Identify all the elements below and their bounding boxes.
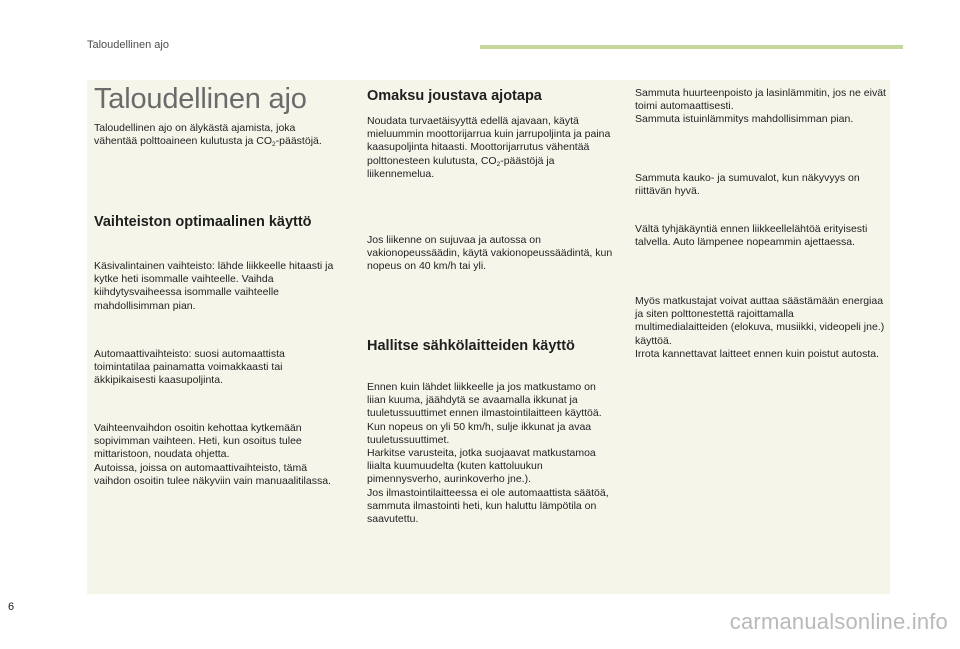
gearbox-paragraph-1: Käsivalintainen vaihteisto: lähde liikkeelle hitaasti ja kytke heti isommalle vaihteelle. Vaihda kiihdytysvaiheessa isommalle vaihteelle mahdollisimman pian. [94,260,334,312]
col3-paragraph-1: Sammuta huurteenpoisto ja lasinlämmitin, jos ne eivät toimi automaattisesti. Sammuta istuinlämmitys mahdollisimman pian. [635,87,886,126]
driving-style-text-2: -päästöjä ja liikennemelua. [367,154,555,180]
electrical-paragraph-1: Ennen kuin lähdet liikkeelle ja jos matkustamo on liian kuuma, jäähdytä se avaamalla ikkunat ja tuuletussuuttimet ennen ilmastointilaitteen käyttöä. Kun nopeus on yli 50 km/h, sulje ikkunat ja avaa tuuletussuuttimet. Harkitse varusteita, jotka suojaavat matkustamoa liialta kuumuudelta (kuten kattoluukun pimennysverho, aurinkoverho jne.). Jos ilmastointilaitteessa ei ole automaattista säätöä, sammuta ilmastointi heti, kun haluttu lämpötila on saavutettu. [367,381,609,526]
watermark: carmanualsonline.info [729,609,948,634]
page-title: Taloudellinen ajo [94,83,307,115]
driving-style-text-1: Noudata turvaetäisyyttä edellä ajavaan, käytä mieluummin moottorijarrua kuin jarrupoljinta ja paina kaasupoljinta hitaasti. Moottorijarrutus vähentää polttonesteen kulutusta, CO [367,115,611,167]
col3-paragraph-3: Vältä tyhjäkäyntiä ennen liikkeellelähtöä erityisesti talvella. Auto lämpenee nopeammin ajettaessa. [635,223,868,249]
gearbox-paragraph-2: Automaattivaihteisto: suosi automaattista toimintatilaa painamatta voimakkaasti tai äkkipikaisesti kaasupoljinta. [94,348,285,387]
gearbox-paragraph-3: Vaihteenvaihdon osoitin kehottaa kytkemään sopivimman vaihteen. Heti, kun osoitus tulee mittaristoon, noudata ohjetta. Autoissa, joissa on automaattivaihteisto, tämä vaihdon osoitin tulee näkyviin vain manuaalitilassa. [94,422,331,487]
gearbox-heading: Vaihteiston optimaalinen käyttö [94,214,312,230]
col3-paragraph-4: Myös matkustajat voivat auttaa säästämään energiaa ja siten polttonestettä rajoittamalla multimedialaitteiden (elokuva, musiikki, videopeli jne.) käyttöä. Irrota kannettavat laitteet ennen kuin poistut autosta. [635,295,885,360]
electrical-heading: Hallitse sähkölaitteiden käyttö [367,338,575,354]
intro-text-1: Taloudellinen ajo on älykästä ajamista, joka vähentää polttoaineen kulutusta ja CO [94,122,296,148]
col3-paragraph-2: Sammuta kauko- ja sumuvalot, kun näkyvyys on riittävän hyvä. [635,172,860,198]
intro-sub: 2 [272,141,276,149]
driving-style-paragraph-2: Jos liikenne on sujuvaa ja autossa on vakionopeussäädin, käytä vakionopeussäädintä, kun nopeus on 40 km/h tai yli. [367,234,613,273]
driving-style-heading: Omaksu joustava ajotapa [367,88,542,104]
page-number: 6 [8,601,15,613]
content-panel [87,80,890,594]
header-accent-bar [480,45,903,49]
driving-style-paragraph-1 [367,115,615,181]
header-title: Taloudellinen ajo [87,39,169,51]
driving-style-sub: 2 [496,160,501,168]
intro-text-2: -päästöjä. [275,135,322,148]
intro-paragraph [94,122,336,148]
